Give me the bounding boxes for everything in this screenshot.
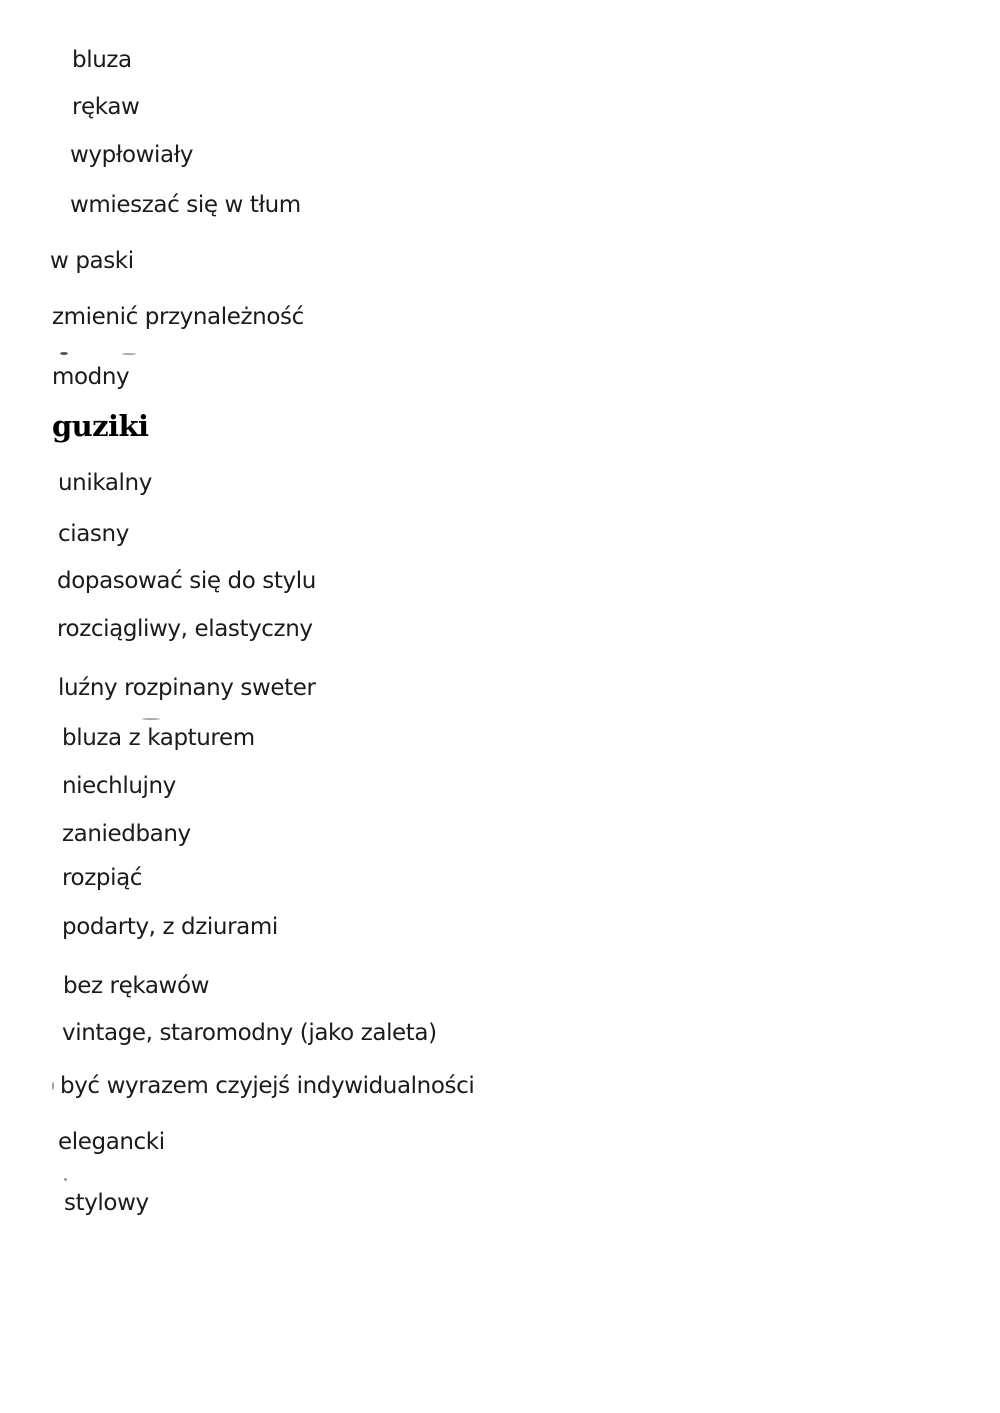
scan-artifact [64, 1178, 67, 1181]
term-wmieszac-sie-w-tlum: wmieszać się w tłum [70, 192, 301, 218]
term-bluza-z-kapturem: bluza z kapturem [62, 725, 255, 751]
term-luzny-rozpinany-sweter: luźny rozpinany sweter [58, 675, 316, 701]
term-bez-rekawow: bez rękawów [63, 973, 210, 999]
term-elegancki: elegancki [58, 1129, 165, 1155]
term-podarty-z-dziurami: podarty, z dziurami [62, 914, 278, 940]
term-dopasowac-sie-do-stylu: dopasować się do stylu [57, 568, 316, 594]
term-rozpiac: rozpiąć [62, 865, 143, 891]
scan-artifact [60, 352, 68, 355]
scan-artifact [142, 718, 160, 720]
term-zmienic-przynaleznosc: zmienić przynależność [52, 304, 304, 330]
term-modny: modny [52, 364, 130, 390]
scan-artifact [52, 1082, 54, 1090]
term-byc-wyrazem-indywidualnosci: być wyrazem czyjejś indywidualności [60, 1073, 475, 1099]
term-bluza: bluza [72, 47, 132, 73]
term-w-paski: w paski [50, 248, 134, 274]
term-niechlujny: niechlujny [62, 773, 176, 799]
term-unikalny: unikalny [58, 470, 152, 496]
term-zaniedbany: zaniedbany [62, 821, 191, 847]
term-rozciagliwy-elastyczny: rozciągliwy, elastyczny [57, 616, 313, 642]
term-vintage-staromodny: vintage, staromodny (jako zaleta) [62, 1020, 437, 1046]
term-guziki: guziki [52, 409, 149, 443]
term-wyplowialy: wypłowiały [70, 142, 194, 168]
term-ciasny: ciasny [58, 521, 129, 547]
term-stylowy: stylowy [64, 1190, 149, 1216]
term-rekaw: rękaw [72, 94, 140, 120]
scan-artifact [122, 353, 136, 355]
